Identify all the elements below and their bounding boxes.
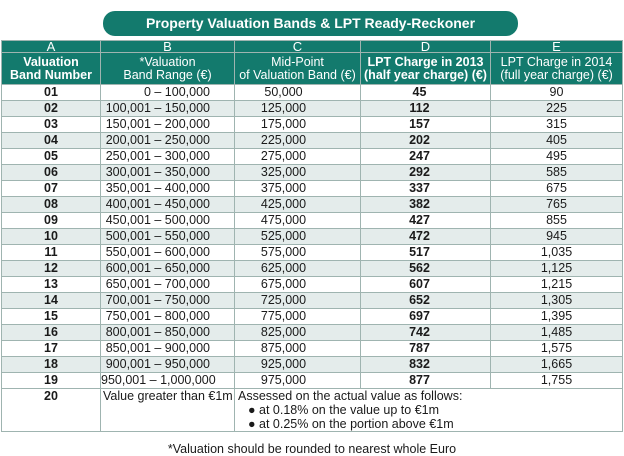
lpt-charge-2014: 675 [491, 181, 623, 197]
mid-point-value: 625,000 [235, 261, 361, 277]
lpt-charge-2014: 855 [491, 213, 623, 229]
mid-point-value: 525,000 [235, 229, 361, 245]
band-range: 800,001 – 850,000 [101, 325, 235, 341]
mid-point-value: 925,000 [235, 357, 361, 373]
table-row [2, 261, 623, 277]
band-range: 200,001 – 250,000 [101, 133, 235, 149]
band-range: 350,001 – 400,000 [101, 181, 235, 197]
mid-point-value: 975,000 [235, 373, 361, 389]
lpt-charge-2014: 1,755 [491, 373, 623, 389]
band-number: 12 [2, 261, 101, 277]
mid-point-value: 725,000 [235, 293, 361, 309]
lpt-charge-2013: 787 [361, 341, 491, 357]
lpt-charge-2014: 495 [491, 149, 623, 165]
lpt-charge-2013: 742 [361, 325, 491, 341]
mid-point-value: 175,000 [235, 117, 361, 133]
band-range: 0 – 100,000 [101, 85, 235, 101]
assessment-bullet-text: at 0.25% on the portion above €1m [259, 417, 454, 431]
lpt-charge-2013: 292 [361, 165, 491, 181]
band-range: 650,001 – 700,000 [101, 277, 235, 293]
band-number: 05 [2, 149, 101, 165]
column-letter-a: A [2, 41, 101, 53]
mid-point-value: 125,000 [235, 101, 361, 117]
table-row [2, 277, 623, 293]
band-number: 18 [2, 357, 101, 373]
band-number: 08 [2, 197, 101, 213]
header-line: LPT Charge in 2013 [367, 54, 484, 69]
lpt-charge-2014: 945 [491, 229, 623, 245]
band-range: 250,001 – 300,000 [101, 149, 235, 165]
band-range: 900,001 – 950,000 [101, 357, 235, 373]
footnote: *Valuation should be rounded to nearest whole Euro [167, 442, 457, 456]
header-line: of Valuation Band (€) [239, 67, 356, 82]
assessment-intro: Assessed on the actual value as follows: [238, 389, 463, 403]
table-row [2, 197, 623, 213]
lpt-charge-2014: 1,665 [491, 357, 623, 373]
mid-point-value: 775,000 [235, 309, 361, 325]
lpt-charge-2013: 517 [361, 245, 491, 261]
lpt-charge-2014: 1,215 [491, 277, 623, 293]
column-letter-row [2, 41, 623, 53]
table-row [2, 341, 623, 357]
header-lpt-charge-2013 [361, 53, 491, 85]
table-row [2, 229, 623, 245]
column-header-row [2, 53, 623, 85]
valuation-table [1, 40, 623, 432]
table-row [2, 213, 623, 229]
band-number: 16 [2, 325, 101, 341]
lpt-charge-2013: 832 [361, 357, 491, 373]
column-letter-e: E [491, 41, 623, 53]
header-mid-point [235, 53, 361, 85]
table-row-band-20 [2, 389, 623, 432]
lpt-charge-2013: 337 [361, 181, 491, 197]
band-number: 04 [2, 133, 101, 149]
band-range: 750,001 – 800,000 [101, 309, 235, 325]
table-row [2, 133, 623, 149]
band-range: 550,001 – 600,000 [101, 245, 235, 261]
lpt-charge-2013: 607 [361, 277, 491, 293]
table-row [2, 293, 623, 309]
band-number: 13 [2, 277, 101, 293]
assessment-bullet-text: at 0.18% on the value up to €1m [259, 403, 440, 417]
band-range: 100,001 – 150,000 [101, 101, 235, 117]
band-number: 17 [2, 341, 101, 357]
mid-point-value: 325,000 [235, 165, 361, 181]
page-title: Property Valuation Bands & LPT Ready-Reckoner [103, 11, 518, 36]
lpt-charge-2013: 697 [361, 309, 491, 325]
column-letter-c: C [235, 41, 361, 53]
header-line: LPT Charge in 2014 [500, 54, 613, 69]
header-line: Valuation [23, 54, 79, 69]
table-row [2, 117, 623, 133]
band-range: 400,001 – 450,000 [101, 197, 235, 213]
mid-point-value: 875,000 [235, 341, 361, 357]
lpt-charge-2013: 472 [361, 229, 491, 245]
band-number: 14 [2, 293, 101, 309]
band-number: 01 [2, 85, 101, 101]
band-number: 03 [2, 117, 101, 133]
header-valuation-band-number [2, 53, 101, 85]
band-range: 450,001 – 500,000 [101, 213, 235, 229]
mid-point-value: 275,000 [235, 149, 361, 165]
lpt-charge-2013: 202 [361, 133, 491, 149]
table-row [2, 181, 623, 197]
header-line: (half year charge) (€) [364, 67, 487, 82]
column-letter-d: D [361, 41, 491, 53]
lpt-charge-2014: 405 [491, 133, 623, 149]
mid-point-value: 225,000 [235, 133, 361, 149]
band-range: 700,001 – 750,000 [101, 293, 235, 309]
band-number: 02 [2, 101, 101, 117]
lpt-charge-2013: 427 [361, 213, 491, 229]
table-row [2, 325, 623, 341]
mid-point-value: 425,000 [235, 197, 361, 213]
mid-point-value: 475,000 [235, 213, 361, 229]
band-range: 850,001 – 900,000 [101, 341, 235, 357]
band-number: 09 [2, 213, 101, 229]
assessment-bullet: ● at 0.25% on the portion above €1m [248, 417, 454, 431]
table-row [2, 101, 623, 117]
lpt-charge-2014: 1,305 [491, 293, 623, 309]
table-row [2, 373, 623, 389]
band-range: Value greater than €1m [101, 389, 235, 432]
lpt-charge-2014: 90 [491, 85, 623, 101]
table-row [2, 309, 623, 325]
band-number: 06 [2, 165, 101, 181]
column-letter-b: B [101, 41, 235, 53]
mid-point-value: 825,000 [235, 325, 361, 341]
table-row [2, 149, 623, 165]
lpt-charge-2013: 45 [361, 85, 491, 101]
lpt-charge-2014: 585 [491, 165, 623, 181]
mid-point-value: 675,000 [235, 277, 361, 293]
assessment-bullet: ● at 0.18% on the value up to €1m [248, 403, 440, 417]
lpt-charge-2013: 112 [361, 101, 491, 117]
lpt-charge-2014: 1,125 [491, 261, 623, 277]
lpt-charge-2014: 765 [491, 197, 623, 213]
band-range: 500,001 – 550,000 [101, 229, 235, 245]
table-row [2, 165, 623, 181]
lpt-charge-2014: 1,035 [491, 245, 623, 261]
header-line: Band Number [10, 67, 92, 82]
band-number: 19 [2, 373, 101, 389]
lpt-charge-2014: 1,485 [491, 325, 623, 341]
band-number: 10 [2, 229, 101, 245]
header-valuation-band-range [101, 53, 235, 85]
mid-point-value: 575,000 [235, 245, 361, 261]
band-range: 950,001 – 1,000,000 [101, 373, 235, 389]
header-line: *Valuation [139, 54, 196, 69]
lpt-charge-2013: 247 [361, 149, 491, 165]
lpt-charge-2014: 315 [491, 117, 623, 133]
lpt-charge-2013: 652 [361, 293, 491, 309]
lpt-charge-2014: 1,575 [491, 341, 623, 357]
lpt-charge-2014: 1,395 [491, 309, 623, 325]
band-number: 15 [2, 309, 101, 325]
lpt-charge-2014: 225 [491, 101, 623, 117]
lpt-charge-2013: 382 [361, 197, 491, 213]
assessment-note [235, 389, 623, 432]
lpt-charge-2013: 157 [361, 117, 491, 133]
band-number: 11 [2, 245, 101, 261]
band-range: 600,001 – 650,000 [101, 261, 235, 277]
table-row [2, 357, 623, 373]
header-line: Band Range (€) [123, 67, 212, 82]
lpt-charge-2013: 877 [361, 373, 491, 389]
band-number: 20 [2, 389, 101, 432]
header-line: Mid-Point [271, 54, 324, 69]
lpt-charge-2013: 562 [361, 261, 491, 277]
mid-point-value: 50,000 [235, 85, 361, 101]
band-range: 300,001 – 350,000 [101, 165, 235, 181]
band-number: 07 [2, 181, 101, 197]
mid-point-value: 375,000 [235, 181, 361, 197]
table-row [2, 245, 623, 261]
table-row [2, 85, 623, 101]
header-lpt-charge-2014 [491, 53, 623, 85]
band-range: 150,001 – 200,000 [101, 117, 235, 133]
header-line: (full year charge) (€) [500, 67, 613, 82]
